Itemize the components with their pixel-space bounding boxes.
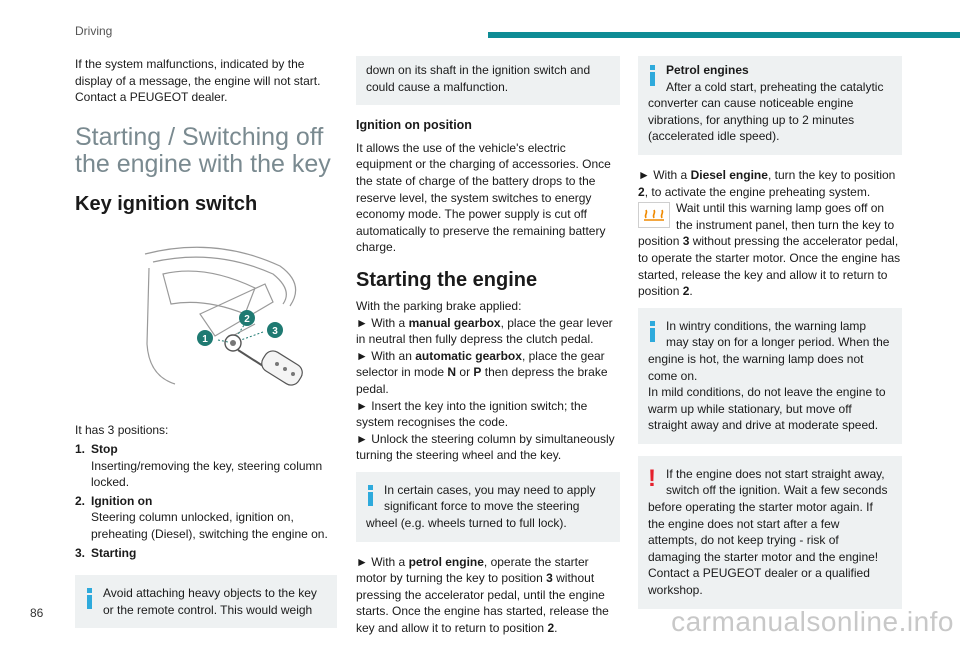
- info-note-petrol: [638, 56, 902, 155]
- column-1: [75, 56, 337, 640]
- note-title: Petrol engines: [666, 63, 749, 77]
- info-icon: [648, 321, 658, 342]
- column-2: [356, 56, 620, 645]
- warning-note: [638, 456, 902, 609]
- brake-text: With the parking brake applied:: [356, 298, 522, 313]
- column-3: [638, 56, 902, 621]
- item-number: 2.: [75, 493, 86, 508]
- preheating-warning-lamp-icon: [638, 202, 670, 228]
- ignition-switch-illustration: [105, 244, 325, 392]
- unlock-steering-step: ► Unlock the steering column by simultaneously turning the steering wheel and the key.: [356, 431, 615, 463]
- intro-paragraph: If the system malfunctions, indicated by the display of a message, the engine will not start. Contact a PEUGEOT dealer.: [75, 57, 321, 105]
- note-text: Avoid attaching heavy objects to the key or the remote control. This would weigh: [103, 586, 317, 617]
- note-text: In certain cases, you may need to apply significant force to move the steering wheel (e.g. wheels turned to full lock).: [366, 482, 596, 531]
- watermark: carmanualsonline.info: [671, 606, 954, 637]
- note-text: down on its shaft in the ignition switch and could cause a malfunction.: [366, 63, 591, 94]
- page-number: 86: [30, 606, 44, 620]
- note-text: In wintry conditions, the warning lamp may stay on for a longer period. When the engine is hot, the warning lamp does not come on.: [648, 318, 890, 383]
- steering-wheel-outline: [145, 247, 296, 306]
- callout-2-label: 2: [244, 313, 250, 325]
- info-note-winter: [638, 308, 902, 444]
- ignition-heading: Ignition on position: [356, 118, 472, 133]
- callout-1-label: 1: [202, 333, 208, 345]
- positions-intro: It has 3 positions:: [75, 423, 169, 438]
- exclamation-icon: !: [648, 464, 656, 492]
- list-item: [75, 545, 337, 562]
- item-title: Ignition on: [91, 493, 153, 508]
- automatic-gearbox-step: ► With an automatic gearbox, place the gear selector in mode N or P then depress the brake pedal.: [356, 348, 608, 396]
- item-number: 1.: [75, 441, 86, 456]
- callout-3-label: 3: [272, 325, 278, 337]
- note-text: In mild conditions, do not leave the engine to warm up while stationary, but move off straight away and drive at moderate speed.: [648, 385, 886, 433]
- item-description: Inserting/removing the key, steering column locked.: [91, 458, 323, 490]
- key-fob-icon: [238, 347, 306, 388]
- item-description: Steering column unlocked, ignition on, preheating (Diesel), switching the engine on.: [91, 510, 328, 541]
- ignition-paragraph: It allows the use of the vehicle's electric equipment or the charging of accessories. Once the state of charge of the battery drops to the reserve level, the system switches to energy economy mode. The power supply is cut off automatically to preserve the remaining battery charge.: [356, 140, 611, 255]
- info-note: [75, 575, 337, 628]
- manual-gearbox-step: ► With a manual gearbox, place the gear lever in neutral then fully depress the clutch pedal.: [356, 315, 613, 347]
- section-title: Driving: [75, 24, 113, 38]
- list-item: [75, 493, 337, 543]
- insert-key-step: ► Insert the key into the ignition switch; the system recognises the code.: [356, 398, 588, 430]
- list-item: [75, 441, 337, 491]
- petrol-engine-step: ► With a petrol engine, operate the starter motor by turning the key to position 3 without pressing the accelerator pedal, until the engine starts. Once the engine has started, release the key and allow it to return to position 2.: [356, 554, 609, 636]
- item-title: Stop: [91, 441, 118, 456]
- note-text: If the engine does not start straight away, switch off the ignition. Wait a few seconds before operating the starter motor again. If the engine does not start after a few attempts, do not keep trying - risk of damaging the starter motor and the engine! Contact a PEUGEOT dealer or a qualified workshop.: [648, 466, 888, 598]
- info-icon: [366, 485, 376, 506]
- wait-lamp-paragraph: Wait until this warning lamp goes off on the instrument panel, then turn the key to position 3 without pressing the accelerator pedal, to operate the starter motor. Once the engine has started, release the key and allow it to return to position 2.: [638, 201, 901, 299]
- note-text: After a cold start, preheating the catalytic converter can cause noticeable engine vibrations, for anything up to 2 minutes (accelerated idle speed).: [648, 79, 884, 144]
- header-accent-bar: [488, 32, 960, 38]
- positions-list: [75, 441, 337, 561]
- info-icon: [85, 588, 95, 609]
- starting-heading: Starting the engine: [356, 268, 538, 291]
- item-title: Starting: [91, 545, 137, 560]
- diesel-engine-step: ► With a Diesel engine, turn the key to position 2, to activate the engine preheating system.: [638, 167, 896, 199]
- info-note-continued: [356, 56, 620, 105]
- item-number: 3.: [75, 545, 86, 560]
- subsection-heading: Key ignition switch: [75, 192, 258, 215]
- info-note: [356, 472, 620, 542]
- section-heading: Starting / Switching off the engine with the key: [75, 122, 331, 178]
- info-icon: [648, 65, 658, 86]
